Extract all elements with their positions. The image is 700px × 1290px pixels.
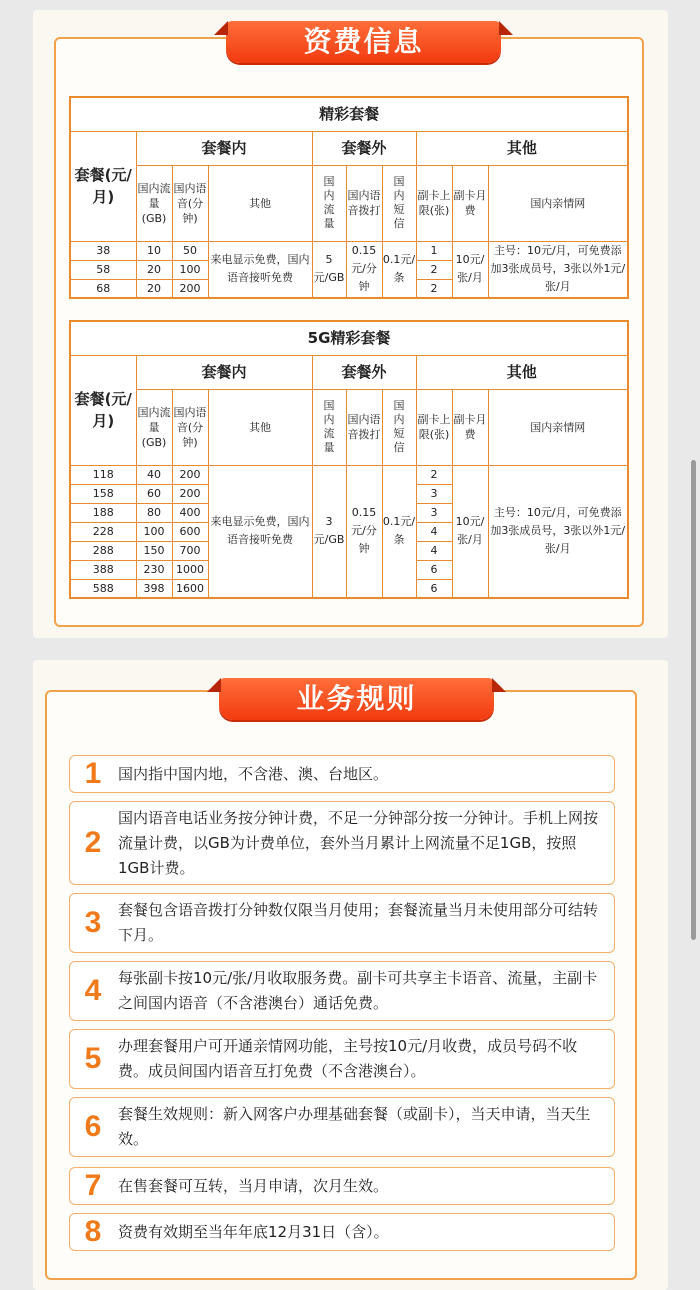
rule-number: 4 xyxy=(84,974,102,1007)
plan-voice: 200 xyxy=(172,465,208,484)
plan-price: 288 xyxy=(70,541,136,560)
outside-header: 套餐外 xyxy=(312,355,416,389)
out-voice-cell: 0.15元/分钟 xyxy=(346,241,382,298)
plan-data: 60 xyxy=(136,484,172,503)
rule-item xyxy=(69,961,615,1021)
rule-item xyxy=(69,1097,615,1157)
out-voice-cell: 0.15元/分钟 xyxy=(346,465,382,598)
sub-fee-header: 副卡月费 xyxy=(452,389,488,465)
out-data-header: 国内流量 xyxy=(312,389,346,465)
plan-data: 10 xyxy=(136,241,172,260)
table-title: 精彩套餐 xyxy=(70,97,628,131)
other-header: 其他 xyxy=(416,131,628,165)
rule-number: 7 xyxy=(84,1169,102,1202)
sub-limit-header: 副卡上限(张) xyxy=(416,165,452,241)
rule-text: 国内指中国内地，不含港、澳、台地区。 xyxy=(118,764,389,783)
family-header: 国内亲情网 xyxy=(488,165,628,241)
plan-price: 158 xyxy=(70,484,136,503)
rule-item xyxy=(69,755,615,793)
plan-voice: 100 xyxy=(172,260,208,279)
plan-data: 150 xyxy=(136,541,172,560)
sub-limit: 2 xyxy=(416,465,452,484)
sub-limit: 2 xyxy=(416,260,452,279)
included-header: 套餐内 xyxy=(136,355,312,389)
rule-text: 套餐包含语音拨打分钟数仅限当月使用；套餐流量当月未使用部分可结转下月。 xyxy=(118,901,599,944)
rule-text: 在售套餐可互转，当月申请，次月生效。 xyxy=(118,1176,389,1195)
out-sms-header: 国内短信 xyxy=(382,165,416,241)
plan-voice: 200 xyxy=(172,279,208,298)
rule-number: 1 xyxy=(84,757,102,790)
misc-cell: 来电显示免费，国内语音接听免费 xyxy=(208,465,312,598)
table-row xyxy=(70,465,628,484)
plan-price: 588 xyxy=(70,579,136,598)
plan-data: 40 xyxy=(136,465,172,484)
out-data-header: 国内流量 xyxy=(312,165,346,241)
plan-voice: 50 xyxy=(172,241,208,260)
out-sms-cell: 0.1元/条 xyxy=(382,241,416,298)
sub-fee-header: 副卡月费 xyxy=(452,165,488,241)
out-voice-header: 国内语音拨打 xyxy=(346,389,382,465)
family-cell: 主号：10元/月，可免费添加3张成员号，3张以外1元/张/月 xyxy=(488,465,628,598)
plan-price: 388 xyxy=(70,560,136,579)
out-sms-cell: 0.1元/条 xyxy=(382,465,416,598)
rule-text: 国内语音电话业务按分钟计费，不足一分钟部分按一分钟计。手机上网按流量计费，以GB为计费单位，套外当月累计上网流量不足1GB，按照1GB计费。 xyxy=(118,808,599,877)
rule-number: 8 xyxy=(84,1215,102,1248)
fee-info-banner: 资费信息 xyxy=(226,21,501,63)
out-sms-header: 国内短信 xyxy=(382,389,416,465)
plan-voice: 200 xyxy=(172,484,208,503)
business-rules-card xyxy=(33,660,668,1290)
plan-voice: 700 xyxy=(172,541,208,560)
rule-item xyxy=(69,893,615,953)
plan-table-basic xyxy=(69,96,629,299)
data-header: 国内流量(GB) xyxy=(136,389,172,465)
sub-limit: 1 xyxy=(416,241,452,260)
rule-number: 5 xyxy=(84,1042,102,1075)
rule-number: 3 xyxy=(84,906,102,939)
rule-text: 每张副卡按10元/张/月收取服务费。副卡可共享主卡语音、流量，主副卡之间国内语音（不含港澳台）通话免费。 xyxy=(118,969,598,1012)
voice-header: 国内语音(分钟) xyxy=(172,165,208,241)
outside-header: 套餐外 xyxy=(312,131,416,165)
sub-limit: 3 xyxy=(416,503,452,522)
included-header: 套餐内 xyxy=(136,131,312,165)
sub-limit: 6 xyxy=(416,579,452,598)
plan-table-5g xyxy=(69,320,629,599)
sub-limit: 2 xyxy=(416,279,452,298)
plan-data: 20 xyxy=(136,260,172,279)
rule-item xyxy=(69,1029,615,1089)
fee-info-card xyxy=(33,10,668,638)
plan-voice: 1600 xyxy=(172,579,208,598)
plan-voice: 600 xyxy=(172,522,208,541)
rule-text: 资费有效期至当年年底12月31日（含）。 xyxy=(118,1222,389,1241)
sub-limit: 3 xyxy=(416,484,452,503)
sub-limit: 4 xyxy=(416,522,452,541)
family-cell: 主号：10元/月，可免费添加3张成员号，3张以外1元/张/月 xyxy=(488,241,628,298)
rule-item xyxy=(69,1213,615,1251)
table-row xyxy=(70,241,628,260)
plan-header: 套餐(元/月) xyxy=(70,355,136,465)
plan-data: 398 xyxy=(136,579,172,598)
out-data-cell: 5元/GB xyxy=(312,241,346,298)
family-header: 国内亲情网 xyxy=(488,389,628,465)
sub-fee-cell: 10元/张/月 xyxy=(452,241,488,298)
plan-price: 188 xyxy=(70,503,136,522)
voice-header: 国内语音(分钟) xyxy=(172,389,208,465)
other-header: 其他 xyxy=(416,355,628,389)
out-voice-header: 国内语音拨打 xyxy=(346,165,382,241)
rule-number: 6 xyxy=(84,1110,102,1143)
plan-price: 228 xyxy=(70,522,136,541)
rule-item xyxy=(69,801,615,885)
business-rules-banner: 业务规则 xyxy=(219,678,494,720)
plan-price: 38 xyxy=(70,241,136,260)
plan-data: 20 xyxy=(136,279,172,298)
rule-number: 2 xyxy=(84,826,102,859)
data-header: 国内流量(GB) xyxy=(136,165,172,241)
rule-text: 办理套餐用户可开通亲情网功能，主号按10元/月收费，成员号码不收费。成员间国内语音互打免费（不含港澳台）。 xyxy=(118,1037,578,1080)
rule-text: 套餐生效规则：新入网客户办理基础套餐（或副卡），当天申请，当天生效。 xyxy=(118,1105,591,1148)
rule-item xyxy=(69,1167,615,1205)
plan-price: 118 xyxy=(70,465,136,484)
scrollbar[interactable] xyxy=(691,460,696,940)
out-data-cell: 3元/GB xyxy=(312,465,346,598)
misc-cell: 来电显示免费，国内语音接听免费 xyxy=(208,241,312,298)
table-title: 5G精彩套餐 xyxy=(70,321,628,355)
plan-header: 套餐(元/月) xyxy=(70,131,136,241)
sub-limit: 6 xyxy=(416,560,452,579)
plan-price: 68 xyxy=(70,279,136,298)
sub-fee-cell: 10元/张/月 xyxy=(452,465,488,598)
plan-voice: 400 xyxy=(172,503,208,522)
misc-header: 其他 xyxy=(208,165,312,241)
sub-limit: 4 xyxy=(416,541,452,560)
sub-limit-header: 副卡上限(张) xyxy=(416,389,452,465)
plan-voice: 1000 xyxy=(172,560,208,579)
plan-data: 80 xyxy=(136,503,172,522)
plan-data: 230 xyxy=(136,560,172,579)
plan-data: 100 xyxy=(136,522,172,541)
misc-header: 其他 xyxy=(208,389,312,465)
plan-price: 58 xyxy=(70,260,136,279)
